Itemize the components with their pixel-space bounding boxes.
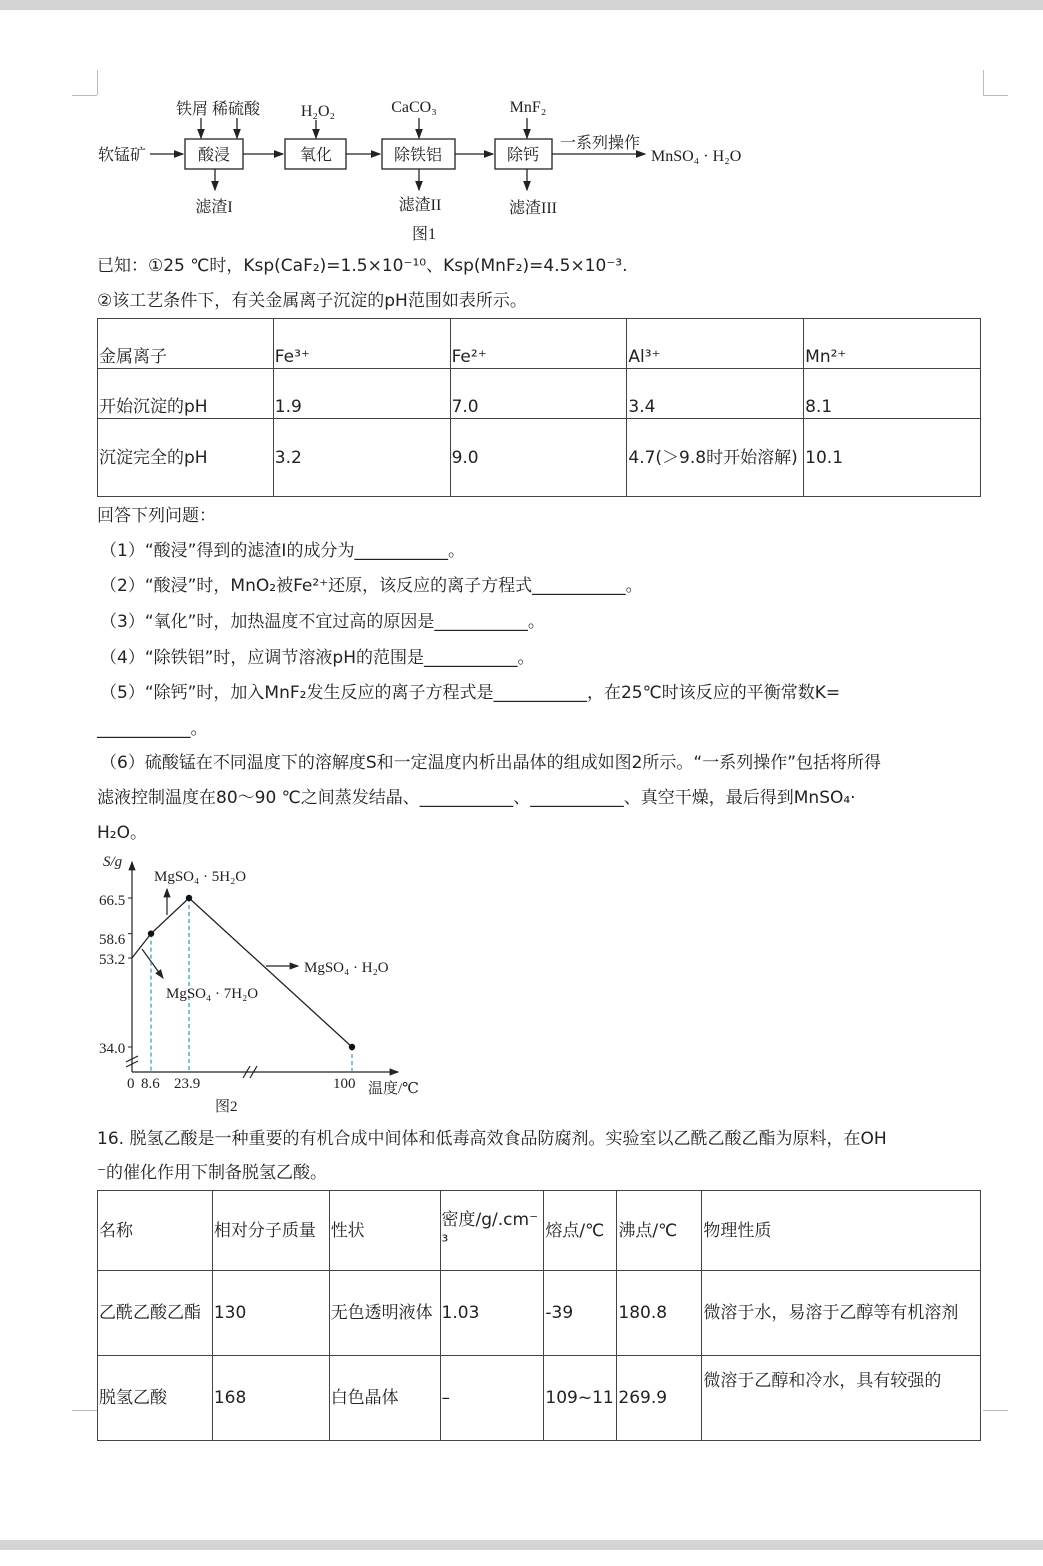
process-flowchart [0,0,1043,250]
table-cell: 微溶于乙醇和冷水，具有较强的 [702,1356,981,1441]
table-row [98,419,981,497]
reagent-label: CaCO₃ [391,99,437,116]
y-axis-break [126,1056,138,1067]
question-2: （2）“酸浸”时，MnO₂被Fe²⁺还原，该反应的离子方程式___________。 [100,576,643,596]
bottom-scroll-edge [0,1540,1043,1550]
step-oxidation: 氧化 [299,147,333,164]
table-cell: 3.4 [627,369,804,419]
annotation-5h2o: MgSO₄ · 5H₂O [154,869,247,885]
table-cell: 4.7(＞9.8时开始溶解) [627,419,804,497]
margin-mark [983,1410,1008,1411]
table-cell: 1.9 [273,369,450,419]
table-cell: 168 [212,1356,329,1441]
table-header-row [98,319,981,369]
question-3: （3）“氧化”时，加热温度不宜过高的原因是___________。 [100,612,545,632]
table-cell: 109~11 [544,1356,617,1441]
product-label: MnSO₄ · H₂O [651,148,742,165]
table-cell: 8.1 [804,369,981,419]
table-row [98,1356,981,1441]
step-acid-leach: 酸浸 [197,147,231,164]
q16-line-2: ⁻的催化作用下制备脱氢乙酸。 [97,1163,327,1183]
ph-table [97,318,981,497]
question-6-cont: H₂O。 [97,823,147,843]
question-4: （4）“除铁铝”时，应调节溶液pH的范围是___________。 [100,648,535,668]
table-header: Mn²⁺ [804,319,981,369]
data-point [148,930,154,936]
q16-line-1: 16. 脱氢乙酸是一种重要的有机合成中间体和低毒高效食品防腐剂。实验室以乙酰乙酸乙酯为原料，在OH [97,1129,887,1149]
table-cell: -39 [544,1271,617,1356]
figure-caption: 图2 [215,1099,238,1115]
table-header: 沸点/℃ [617,1191,702,1271]
solubility-line [132,898,352,1047]
table-cell: 7.0 [450,369,627,419]
question-5-cont: ___________。 [97,719,208,739]
question-6: （6）硫酸锰在不同温度下的溶解度S和一定温度内析出晶体的组成如图2所示。“一系列操作”包括将所得 [100,753,882,773]
question-6-cont: 滤液控制温度在80～90 ℃之间蒸发结晶、___________、___________、真空干燥，最后得到MnSO₄· [97,788,856,808]
annotation-7h2o: MgSO₄ · 7H₂O [166,986,259,1002]
x-tick-label: 8.6 [141,1076,160,1092]
step-remove-ca: 除钙 [506,147,540,164]
x-tick-label: 23.9 [174,1076,201,1092]
table-header: Fe²⁺ [450,319,627,369]
y-axis-label: S/g [103,854,123,870]
table-cell: 微溶于水，易溶于乙醇等有机溶剂 [702,1271,981,1356]
questions-intro: 回答下列问题： [97,506,216,526]
table-cell: 无色透明液体 [329,1271,440,1356]
margin-mark [72,1410,97,1411]
table-cell: 130 [212,1271,329,1356]
table-cell: – [440,1356,544,1441]
step-remove-fe-al: 除铁铝 [393,147,443,164]
reagent-label: 铁屑 稀硫酸 [176,101,261,118]
reagent-label: MnF₂ [509,99,547,116]
table-cell: 3.2 [273,419,450,497]
table-cell: 10.1 [804,419,981,497]
table-cell: 白色晶体 [329,1356,440,1441]
y-tick-label: 53.2 [99,952,126,968]
y-tick-label: 66.5 [99,893,126,909]
x-axis-label: 温度/℃ [368,1081,419,1097]
table-header: 密度/g/.cm⁻³ [440,1191,544,1271]
table-cell: 9.0 [450,419,627,497]
figure-caption: 图1 [411,226,437,243]
table-header: 相对分子质量 [212,1191,329,1271]
known-line-1: 已知：①25 ℃时，Ksp(CaF₂)=1.5×10⁻¹⁰、Ksp(MnF₂)=4.5×10⁻³. [97,256,628,276]
data-point [349,1044,355,1050]
question-5: （5）“除钙”时，加入MnF₂发生反应的离子方程式是___________，在25℃时该反应的平衡常数K= [100,683,841,703]
x-tick-label: 0 [127,1076,135,1092]
known-line-2: ②该工艺条件下，有关金属离子沉淀的pH范围如表所示。 [97,291,527,311]
y-tick-label: 58.6 [99,932,126,948]
table-cell: 269.9 [617,1356,702,1441]
table-header: 名称 [98,1191,213,1271]
residue-label: 滤渣II [398,197,442,214]
reagent-label: H₂O₂ [300,103,336,120]
x-axis-break [243,1066,257,1078]
table-cell: 脱氢乙酸 [98,1356,213,1441]
table-header: Al³⁺ [627,319,804,369]
data-point [186,895,192,901]
annotation-h2o: MgSO₄ · H₂O [304,960,389,976]
table-header: 金属离子 [98,319,274,369]
table-header: Fe³⁺ [273,319,450,369]
residue-label: 滤渣III [509,200,557,217]
table-header-row [98,1191,981,1271]
table-cell: 乙酰乙酸乙酯 [98,1271,213,1356]
table-header: 熔点/℃ [544,1191,617,1271]
question-1: （1）“酸浸”得到的滤渣I的成分为___________。 [100,541,465,561]
table-header: 性状 [329,1191,440,1271]
table-cell: 1.03 [440,1271,544,1356]
y-tick-label: 34.0 [99,1041,126,1057]
table-cell: 开始沉淀的pH [98,369,274,419]
properties-table [97,1190,981,1441]
table-cell: 180.8 [617,1271,702,1356]
table-row [98,369,981,419]
operation-label: 一系列操作 [560,135,641,152]
table-row [98,1271,981,1356]
x-tick-label: 100 [333,1076,356,1092]
residue-label: 滤渣I [195,199,233,216]
table-cell: 沉淀完全的pH [98,419,274,497]
raw-material-label: 软锰矿 [98,147,147,164]
table-header: 物理性质 [702,1191,981,1271]
